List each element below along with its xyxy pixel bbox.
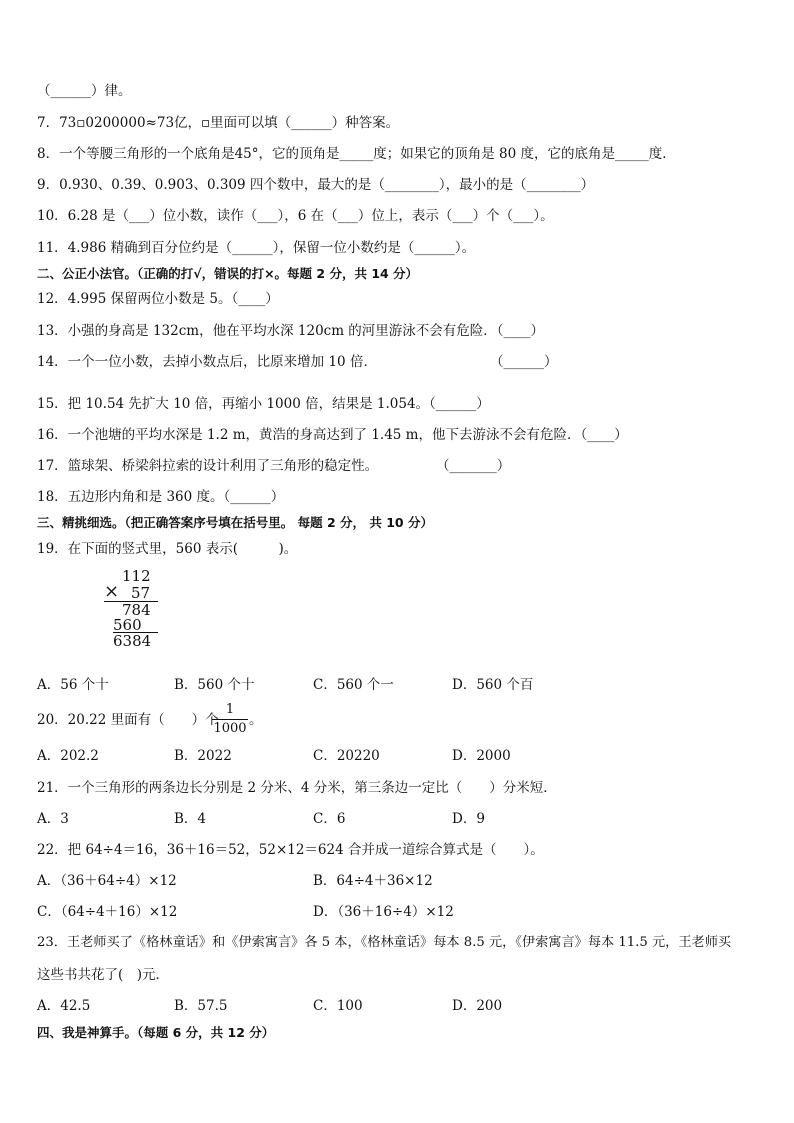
section-3-heading: 三、精挑细选。（把正确答案序号填在括号里。 每题 2 分， 共 10 分）	[37, 515, 433, 530]
q20-option-a: A．202.2	[37, 748, 99, 764]
product: 6384	[113, 632, 152, 650]
fraction-numerator: 1	[225, 702, 235, 717]
q9: 9．0.930、0.39、0.903、0.309 四个数中，最大的是（________），最小的是（________）	[37, 177, 595, 193]
q22-option-a: A．（36＋64÷4）×12	[37, 873, 177, 889]
q6-tail: （______）律。	[37, 83, 132, 99]
q21: 21．一个三角形的两条边长分别是 2 分米、4 分米，第三条边一定比（ ）分米短．	[37, 780, 557, 796]
fraction-denominator: 1000	[213, 721, 247, 736]
q22-option-c: C．（64÷4＋16）×12	[37, 904, 178, 920]
q14-answer-blank: （______）	[490, 354, 558, 370]
q7: 7．73▫0200000≈73亿，▫里面可以填（______）种答案。	[37, 115, 400, 131]
q20	[37, 711, 219, 729]
q19-option-d: D．560 个百	[452, 677, 534, 693]
section-4-heading: 四、我是神算手。（每题 6 分，共 12 分）	[37, 1025, 275, 1040]
q23-option-d: D．200	[452, 998, 503, 1014]
q19: 19．在下面的竖式里，560 表示( )。	[37, 541, 298, 557]
multiplicand: 112	[122, 567, 151, 585]
q16: 16．一个池塘的平均水深是 1.2 m，黄浩的身高达到了 1.45 m，他下去游泳不会有危险．（____）	[37, 427, 628, 443]
multiplier: 57	[131, 584, 151, 602]
q22-option-b: B．64÷4＋36×12	[313, 873, 433, 889]
q23-option-b: B．57.5	[174, 998, 228, 1014]
fraction-bar	[212, 719, 248, 720]
q22-option-d: D．（36＋16÷4）×12	[313, 904, 454, 920]
q21-option-b: B．4	[174, 811, 207, 827]
q11: 11．4.986 精确到百分位约是（______），保留一位小数约是（______）。	[37, 240, 476, 256]
q8: 8．一个等腰三角形的一个底角是45°，它的顶角是_____度；如果它的顶角是 80 度，它的底角是_____度．	[37, 146, 676, 162]
q19-option-c: C．560 个一	[313, 677, 394, 693]
partial-product-2: 560	[113, 616, 142, 634]
q21-option-d: D．9	[452, 811, 485, 827]
partial-product-1: 784	[122, 601, 151, 619]
q21-option-c: C．6	[313, 811, 346, 827]
rule-1	[104, 601, 158, 602]
q20-option-b: B．2022	[174, 748, 232, 764]
q20-text: 20．20.22 里面有（ ）个	[37, 712, 219, 728]
q23-option-c: C．100	[313, 998, 363, 1014]
q14: 14．一个一位小数，去掉小数点后，比原来增加 10 倍．	[37, 354, 377, 370]
rule-2	[113, 632, 158, 633]
q23-line-2: 这些书共花了( )元．	[37, 967, 170, 983]
q10: 10．6.28 是（___）位小数，读作（___），6 在（___）位上，表示（___）个（___）。	[37, 208, 554, 224]
q13: 13．小强的身高是 132cm，他在平均水深 120cm 的河里游泳不会有危险．（____）	[37, 323, 545, 339]
q19-option-a: A．56 个十	[37, 677, 109, 693]
q19-option-b: B．560 个十	[174, 677, 255, 693]
q21-option-a: A．3	[37, 811, 69, 827]
q12: 12．4.995 保留两位小数是 5。（____）	[37, 291, 279, 307]
times-sign: ×	[104, 581, 120, 602]
q15: 15．把 10.54 先扩大 10 倍，再缩小 1000 倍，结果是 1.054。（______）	[37, 396, 490, 412]
q17-answer-blank: （_______）	[436, 458, 511, 474]
q20-option-c: C．20220	[313, 748, 380, 764]
q17: 17．篮球架、桥梁斜拉索的设计利用了三角形的稳定性。	[37, 458, 379, 474]
q23-option-a: A．42.5	[37, 998, 91, 1014]
q23-line-1: 23．王老师买了《格林童话》和《伊索寓言》各 5 本，《格林童话》每本 8.5 元，《伊索寓言》每本 11.5 元，王老师买	[37, 935, 732, 950]
q22: 22．把 64÷4＝16，36＋16＝52，52×12＝624 合并成一道综合算式是（ ）。	[37, 842, 544, 858]
q18: 18．五边形内角和是 360 度。（______）	[37, 489, 285, 505]
section-2-heading: 二、公正小法官。（正确的打√，错误的打×。每题 2 分，共 14 分）	[37, 266, 419, 281]
q20-period: 。	[249, 712, 263, 728]
fraction-one-thousandth	[212, 702, 248, 737]
q20-option-d: D．2000	[452, 748, 511, 764]
